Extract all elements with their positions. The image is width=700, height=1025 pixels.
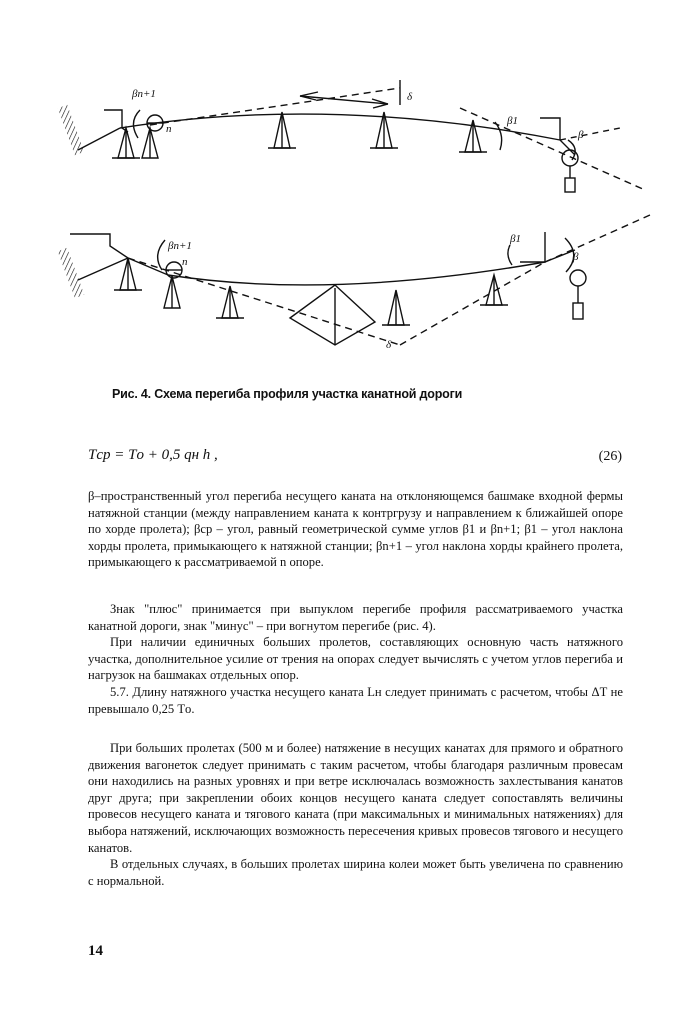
body-text <box>88 488 623 571</box>
label-n-top: n <box>166 123 172 135</box>
formula-26: Tср = Tо + 0,5 qн h , <box>88 447 218 463</box>
paragraph-single-spans: При наличии единичных больших пролетов, составляющих основную часть натяжного участка, дополнительное усилие от трения на опорах следует вычислять с учетом углов перегиба и нагрузок на башмаках отдельных опор. <box>88 635 623 683</box>
label-n-bottom: n <box>182 256 188 268</box>
equation-number: (26) <box>598 449 622 464</box>
paragraph-definitions: β–пространственный угол перегиба несущего каната на отклоняющемся башмаке входной фермы натяжной станции (между направлением каната к контргрузу и направлением к ближайшей опоре по хорде пролета); βср – угол, равный геометрической сумме углов β1 и βn+1; β1 – угол наклона хорды пролета, примыкающего к натяжной станции; βn+1 – угол наклона хорды крайнего пролета, примыкающего к рассматриваемой n опоре. <box>88 489 623 570</box>
paragraph-track-width: В отдельных случаях, в больших пролетах ширина колеи может быть увеличена по сравнению с нормальной. <box>88 857 623 888</box>
label-beta-n1-top: βn+1 <box>132 88 156 100</box>
label-delta-bottom: δ <box>386 339 392 351</box>
figure-caption: Рис. 4. Схема перегиба профиля участка канатной дороги <box>112 387 463 401</box>
paragraph-large-spans: При больших пролетах (500 м и более) натяжение в несущих канатах для прямого и обратного движения вагонеток следует принимать с таким расчетом, чтобы благодаря различным провесам они находились на разных уровнях и при ветре исключалась возможность захлестывания канатов друг друга; при закреплении обоих концов несущего каната следует сопоставлять величины провесов несущего каната и тягового каната (при максимальных и минимальных натяжениях) для выбора натяжений, исключающих возможность пересечения кривых провесов тягового и несущего канатов. <box>88 741 623 855</box>
anchor-wall-bottom <box>58 248 84 298</box>
concave-profile-scheme <box>58 215 650 345</box>
label-beta-n1-bottom: βn+1 <box>168 240 192 252</box>
chord-line-top-right <box>460 108 645 190</box>
support-towers-top <box>112 112 487 158</box>
pulley-right-bottom <box>570 270 586 286</box>
label-delta-top: δ <box>407 91 413 103</box>
label-beta-bottom: β <box>573 251 579 263</box>
page-number: 14 <box>88 943 103 959</box>
body-text-3 <box>88 740 623 889</box>
counterweight-top <box>565 178 575 192</box>
label-beta1-bottom: β1 <box>510 233 521 245</box>
support-towers-bottom <box>114 258 508 325</box>
anchor-wall-top <box>58 105 84 155</box>
paragraph-5-7: 5.7. Длину натяжного участка несущего каната Lн следует принимать с расчетом, чтобы ΔT не превышало 0,25 Tо. <box>88 684 623 716</box>
label-beta-top: β <box>578 129 584 141</box>
body-text-2 <box>88 601 623 717</box>
rope-profile-diagram <box>0 0 700 380</box>
paragraph-sign-rule: Знак "плюс" принимается при выпуклом перегибе профиля рассматриваемого участка канатной дороги, знак "минус" – при вогнутом перегибе (рис. 4). <box>88 602 623 633</box>
counterweight-bottom <box>573 303 583 319</box>
chord-line-bottom <box>128 258 400 345</box>
label-beta1-top: β1 <box>507 115 518 127</box>
chord-line-top <box>150 88 400 125</box>
